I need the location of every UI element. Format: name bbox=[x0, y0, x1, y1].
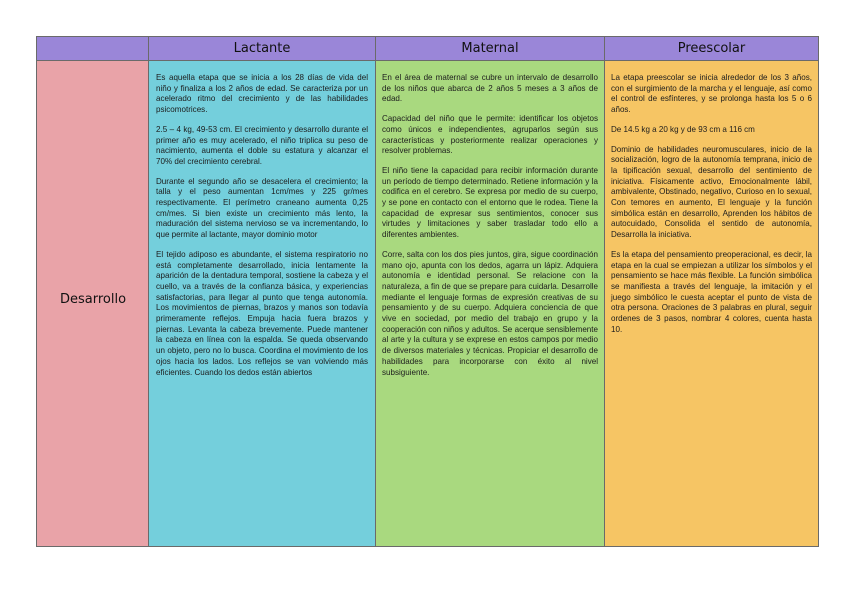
preescolar-paragraph: De 14.5 kg a 20 kg y de 93 cm a 116 cm bbox=[611, 124, 755, 134]
header-lactante: Lactante bbox=[149, 37, 376, 60]
preescolar-paragraph: Dominio de habilidades neuromusculares, inicio de la socialización, logro de la autonomía temprana, inicio de la tipificación sexual, desarrollo del sentimiento de iniciativa. Físicamente activo, Emocionalmente lábil, ambivalente, Obstinado, negativo, Curioso en lo sexual, Con temores en aumento, El lenguaje y la función simbólica están en desarrollo, Aprenden los hábitos de autocuidado, Consolida el sentido de autonomía, Desarrolla la iniciativa. bbox=[611, 144, 812, 240]
header-maternal: Maternal bbox=[376, 37, 605, 60]
row-label-cell bbox=[37, 61, 149, 546]
maternal-cell bbox=[376, 61, 605, 546]
maternal-paragraph: Corre, salta con los dos pies juntos, gira, sigue coordinación mano ojo, apunta con los dedos, agarra un lápiz. Adquiera autonomía e identidad personal. Se relacione con la naturaleza, a fin de que se prepare para cuidarla. Desarrolle mediante el lenguaje formas de expresión creativas de su pensamiento y de su cuerpo. Adquiera conciencia de que vive en sociedad, por medio del trabajo en grupo y la cooperación con niños y adultos. Se acerque sensiblemente al arte y la cultura y se exprese en estos campos por medio de diversos materiales y técnicas. Propiciar el desarrollo de habilidades para incorporarse con éxito al nivel subsiguiente. bbox=[382, 249, 598, 377]
preescolar-cell bbox=[605, 61, 818, 546]
header-empty bbox=[37, 37, 149, 60]
maternal-paragraph: En el área de maternal se cubre un intervalo de desarrollo de los niños que abarca de 2 años 5 meses a 3 años de edad. bbox=[382, 73, 598, 104]
header-row bbox=[37, 37, 818, 61]
maternal-paragraph: Capacidad del niño que le permite: identificar los objetos como únicos e independientes, agruparlos según sus características y posteriormente realizar operaciones y resolver problemas. bbox=[382, 114, 598, 156]
lactante-paragraph: El tejido adiposo es abundante, el sistema respiratorio no está completamente desarrollado, inicia lentamente la aparición de la dentadura temporal, sostiene la cabeza y el cuello, va a través de la confianza básica, y experiencias satisfactorias, para llegar al punto que tenga autonomía. Los movimientos de piernas, brazos y manos son todavía primeramente reflejos. Empuja hacia fuera brazos y piernas. Levanta la cabeza brevemente. Puede mantener la cabeza en línea con la espalda. Se queda observando un objeto, pero no lo busca. Coordina el movimiento de los ojos hacia los lados. Los reflejos se van volviendo más eficientes. Cuando los dedos están abiertos bbox=[156, 249, 368, 377]
lactante-paragraph: Es aquella etapa que se inicia a los 28 días de vida del niño y finaliza a los 2 años de edad. Se caracteriza por un acelerado ritmo del crecimiento y de las habilidades psicomotrices. bbox=[156, 73, 368, 115]
row-label: Desarrollo bbox=[59, 292, 127, 307]
preescolar-paragraph: La etapa preescolar se inicia alrededor de los 3 años, con el surgimiento de la marcha y el lenguaje, así como el control de esfínteres, y se prolonga hasta los 5 o 6 años. bbox=[611, 73, 812, 115]
lactante-cell bbox=[149, 61, 376, 546]
preescolar-paragraph: Es la etapa del pensamiento preoperacional, es decir, la etapa en la cual se empiezan a utilizar los símbolos y el pensamiento se hace más flexible. La función simbólica se manifiesta a través del lenguaje, la imitación y el juego simbólico le cuesta aceptar el punto de vista de otra persona. Oraciones de 3 palabras en plural, seguir ordenes de 3 pasos, nombrar 4 colores, cuenta hasta 10. bbox=[611, 249, 812, 334]
lactante-paragraph: Durante el segundo año se desacelera el crecimiento; la talla y el peso aumentan 1cm/mes y 225 gr/mes respectivamente. El perímetro craneano aumenta 0,25 cm/mes. Si bien existe un crecimiento más lento, la maduración del sistema nervioso se va incrementando, lo que permite al lactante, mayor dominio motor bbox=[156, 176, 368, 240]
development-table bbox=[36, 36, 819, 547]
header-preescolar: Preescolar bbox=[605, 37, 818, 60]
maternal-paragraph: El niño tiene la capacidad para recibir información durante un período de tiempo determinado. Retiene información y la codifica en el cerebro. Se expresa por medio de su cuerpo, y se pone en contacto con el entorno que le rodea. Tiene la capacidad de expresar sus sentimientos, conocer sus virtudes y limitaciones y saber trasladar todo ello a diferentes ambientes. bbox=[382, 165, 598, 240]
lactante-paragraph: 2.5 – 4 kg, 49-53 cm. El crecimiento y desarrollo durante el primer año es muy acelerado, el niño triplica su peso de nacimiento, aumenta el doble su estatura y alcanzar el 70% del crecimiento cerebral. bbox=[156, 124, 368, 166]
